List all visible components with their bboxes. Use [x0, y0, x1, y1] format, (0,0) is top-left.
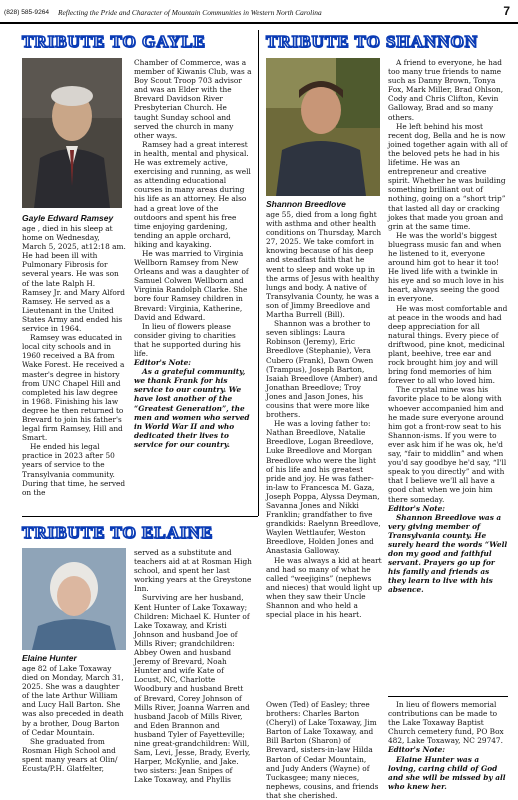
- elaine-paragraph: served as a substitute and teachers aid at at Rosman High school, and spent her last working years at the Greystone Inn.: [134, 548, 252, 594]
- shannon-caption: Shannon Breedlove: [266, 199, 346, 209]
- header-rule: [0, 22, 518, 24]
- shannon-paragraph: He was a loving father to: Nathan Breedlove, Natalie Breedlove, Logan Breedlove, Luke Breedlove and Morgan Breedlove who were the light of his life and his greatest pride and joy. He was father-in-law to Francesca M. Gaza, Joseph Poppa, Alyssa Deyman, Savanna Jones and Nikki Franklin; grandfather to five grandkids: Raelynn Breedlove, Waylen Wettlaufer, Weston Breedlove, Holden Jones and Anastasia Galloway.: [266, 419, 381, 556]
- elaine-photo: [22, 548, 126, 650]
- gayle-photo: [22, 58, 122, 208]
- elaine-column-2: [134, 548, 252, 784]
- shannon-paragraph: He left behind his most recent dog, Bella and he is now joined together again with all of the beloved pets he had in his lifetime. He was an entrepreneur and creative spirit. Whether he was building something brilliant out of nothing, going on a “short trip” that lasted all day or cracking jokes that made you groan and grin at the same time.: [388, 121, 508, 231]
- gayle-paragraph: age , died in his sleep at home on Wednesday, March 5, 2025, at12:18 am. He had been ill with Pulmonary Fibrosis for several years. He was son of the late Ralph H. Ramsey Jr. and Mary Alford Ramsey. He served as a Lieutenant in the United States Army and ended his service in 1964.: [22, 224, 126, 334]
- gayle-paragraph: In lieu of flowers please consider giving to charities that he supported during his life.: [134, 321, 241, 358]
- gayle-column-2: [134, 58, 252, 449]
- gayle-editor-note-heading: Editor's Note:: [134, 358, 192, 368]
- gayle-paragraph: Chamber of Commerce, was a member of Kiwanis Club, was a Boy Scout Troop 703 advisor and was an Elder with the Brevard Davidson River Presbyterian Church. He taught Sunday school and served the church in many other ways.: [134, 58, 252, 140]
- shannon-paragraph: He was the world's biggest bluegrass music fan and when he listened to it, everyone around him got to hear it too! He lived life with a twinkle in his eye and so much love in his heart, always seeing the good in everyone.: [388, 230, 504, 304]
- shannon-column-2: [388, 58, 508, 595]
- elaine-editor-note: Elaine Hunter was a loving, caring child of God and she will be missed by all who knew her.: [388, 754, 506, 791]
- gayle-portrait-image: [22, 58, 122, 208]
- shannon-paragraph: age 55, died from a long fight with asthma and other health conditions on Thursday, March 27, 2025. We take comfort in knowing because of his deep and steadfast faith that he went to sleep and woke up in the arms of Jesus with healthy lungs and body. A native of Transylvania County, he was a son of Jimmy Breedlove and Martha Burrell (Bill).: [266, 210, 382, 320]
- shannon-paragraph: He was always a kid at heart and had so many of what he called “weejigins” (nephews and nieces) that would light up when they saw their Uncle Shannon and who held a special place in his heart.: [266, 555, 383, 620]
- page-header: [0, 0, 518, 24]
- elaine-caption: Elaine Hunter: [22, 653, 77, 663]
- shannon-column-1: [266, 210, 382, 619]
- section-rule: [22, 516, 258, 517]
- gayle-paragraph: He was married to Virginia Wellborn Ramsey from New Orleans and was a daughter of Samuel Colwen Wellborn and Virginia Randolph Clarke. She bore four Ramsey children in Brevard: Virginia, Katherine, David and Edward.: [134, 248, 249, 322]
- elaine-portrait-image: [22, 548, 126, 650]
- column-divider: [258, 30, 259, 516]
- elaine-paragraph: Owen (Ted) of Easley; three brothers: Charles Barton (Cheryl) of Lake Toxaway, Jim Barton of Lake Toxaway, and Bill Barton (Sharon) of Brevard, sisters-in-law Hilda Barton of Cedar Mountain, and Judy Anders (Wayne) of Tuckasgee; many nieces, nephews, cousins, and friends that she cherished.: [266, 700, 379, 800]
- gayle-banner: TRIBUTE TO GAYLE: [22, 31, 242, 53]
- gayle-paragraph: Ramsey had a great interest in health, mental and physical. He was extremely active, exercising and running, as well as attending educational courses in many areas during his life as an attorney. He also had a great love of the outdoors and spent his free time enjoying gardening, tending an apple orchard, hiking and kayaking.: [134, 139, 251, 249]
- elaine-banner: TRIBUTE TO ELAINE: [22, 522, 242, 544]
- shannon-photo: [266, 58, 380, 196]
- header-phone: (828) 585-9264: [4, 9, 50, 16]
- shannon-editor-note-heading: Editor's Note:: [388, 503, 446, 513]
- page-number: 7: [503, 4, 510, 18]
- gayle-caption: Gayle Edward Ramsey: [22, 213, 114, 223]
- section-rule: [388, 696, 508, 697]
- shannon-banner: TRIBUTE TO SHANNON: [266, 31, 506, 53]
- elaine-editor-note-heading: Editor's Note:: [388, 745, 446, 755]
- shannon-portrait-image: [266, 58, 380, 196]
- elaine-paragraph: Surviving are her husband, Kent Hunter of Lake Toxaway; Children: Michael K. Hunter of Lake Toxaway, and Kristi Johnson and husband Joe of Mills River; grandchildren: Abbey Owen and husband Jeremy of Brevard, Noah Hunter and wife Kate of Locust, NC, Charlotte Woodbury and husband Brett of Brevard, Corey Johnson of Mills River, Joanna Warren and husband Jacob of Mills River, and Eden Brannon and husband Tyler of Fayetteville; nine great-grandchildren: Will, Sam, Levi, Jesse, Brady, Everly, Harper, McKynlie, and Jake. two sisters: Jean Snipes of Lake Toxaway, and Phyllis: [134, 593, 251, 785]
- header-tagline: Reflecting the Pride and Character of Mountain Communities in Western North Carolina: [58, 8, 322, 17]
- gayle-paragraph: Ramsey was educated in local city schools and in 1960 received a BA from Wake Forest. He received a master's degree in history from UNC Chapel Hill and completed his law degree in 1968. Finishing his law degree he then returned to Brevard to join his father's legal firm Ramsey, Hill and Smart.: [22, 333, 125, 443]
- elaine-column-3: [266, 700, 382, 800]
- shannon-paragraph: He was most comfortable and at peace in the woods and had deep appreciation for all natural things. Every piece of driftwood, pine knot, medicinal plant, beehive, tree ear and rock brought him joy and will bring fond memories of him forever to all who loved him.: [388, 303, 508, 386]
- elaine-column-1: [22, 664, 126, 773]
- gayle-paragraph: He ended his legal practice in 2023 after 50 years of service to the Transylvania community. During that time, he served on the: [22, 442, 126, 497]
- elaine-column-4: [388, 700, 508, 791]
- elaine-paragraph: age 82 of Lake Toxaway died on Monday, March 31, 2025. She was a daughter of the late Arthur William and Lucy Hall Barton. She was also preceded in death by a brother, Doug Barton of Cedar Mountain.: [22, 664, 124, 737]
- shannon-editor-note: Shannon Breedlove was a very giving member of Transylvania county. He surely heard the words “Well don my good and faithful servant. Prayers go up for his family and friends as they learn to live with his absence.: [388, 512, 508, 595]
- shannon-paragraph: Shannon was a brother to seven siblings: Laura Robinson (Jeremy), Eric Breedlove (Stephanie), Vera Cubero (Frank), Dawn Owen (Trampus), Joseph Barton, Isaiah Breedlove (Amber) and Jonathan Breedlove; Troy Jones and Jason Jones, his cousins that were more like brothers.: [266, 319, 378, 420]
- elaine-paragraph: She graduated from Rosman High School and spent many years at Olin/ Ecusta/P.H. Glatfelter,: [22, 736, 118, 774]
- gayle-editor-note: As a grateful community, we thank Frank for his service to our country. We have lost another of the “Greatest Generation”, the men and women who served in World War II and who dedicated their lives to service for our country.: [134, 367, 250, 449]
- shannon-paragraph: A friend to everyone, he had too many true friends to name such as Danny Brown, Tonya Fox, Mark Miller, Brad Ohlson, Cody and Chris Clifton, Kevin Galloway, Brad and so many others.: [388, 58, 504, 122]
- gayle-column-1: [22, 224, 126, 497]
- shannon-paragraph: The crystal mine was his favorite place to be along with whoever accompanied him and he made sure everyone around him got a front-row seat to his Shannon-isms. If you were to ever ask him if he was ok, he'd say, “fair to middlin” and when you'd say goodbye he'd say, “I'll speak to you directly” and with that I believe we'll all have a good chat when we join him there someday.: [388, 385, 507, 504]
- elaine-paragraph: In lieu of flowers memorial contributions can be made to the Lake Toxaway Baptist Church cemetery fund, PO Box 482, Lake Toxaway, NC 29747.: [388, 700, 504, 746]
